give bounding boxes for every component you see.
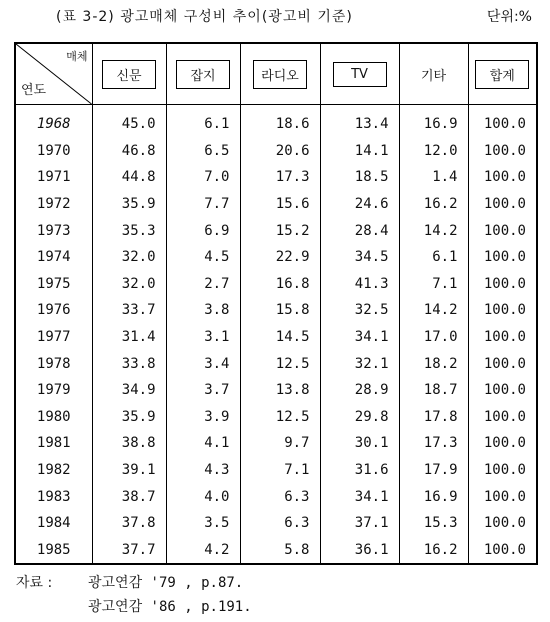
value-cell: 20.6 xyxy=(240,138,320,165)
table-row xyxy=(15,191,537,218)
value-cell: 17.9 xyxy=(399,457,468,484)
value-cell: 2.7 xyxy=(166,271,240,298)
table-row xyxy=(15,164,537,191)
value-cell: 100.0 xyxy=(468,537,537,565)
table-row xyxy=(15,457,537,484)
value-cell: 32.5 xyxy=(320,297,399,324)
value-cell: 6.9 xyxy=(166,217,240,244)
value-cell: 38.8 xyxy=(92,430,166,457)
year-cell: 1979 xyxy=(15,377,92,404)
value-cell: 3.8 xyxy=(166,297,240,324)
year-cell: 1983 xyxy=(15,483,92,510)
value-cell: 100.0 xyxy=(468,164,537,191)
title-row xyxy=(0,6,550,32)
column-header-total: 합계 xyxy=(468,43,537,105)
year-cell: 1975 xyxy=(15,271,92,298)
value-cell: 33.8 xyxy=(92,350,166,377)
value-cell: 9.7 xyxy=(240,430,320,457)
value-cell: 3.9 xyxy=(166,404,240,431)
table-row xyxy=(15,105,537,138)
corner-label-year: 연도 xyxy=(21,83,47,98)
value-cell: 100.0 xyxy=(468,510,537,537)
value-cell: 35.3 xyxy=(92,217,166,244)
value-cell: 5.8 xyxy=(240,537,320,565)
value-cell: 31.4 xyxy=(92,324,166,351)
year-cell: 1971 xyxy=(15,164,92,191)
value-cell: 100.0 xyxy=(468,217,537,244)
value-cell: 13.4 xyxy=(320,105,399,138)
value-cell: 16.2 xyxy=(399,191,468,218)
value-cell: 35.9 xyxy=(92,404,166,431)
value-cell: 39.1 xyxy=(92,457,166,484)
column-header-other: 기타 xyxy=(399,43,468,105)
value-cell: 24.6 xyxy=(320,191,399,218)
value-cell: 45.0 xyxy=(92,105,166,138)
year-cell: 1982 xyxy=(15,457,92,484)
year-cell: 1980 xyxy=(15,404,92,431)
value-cell: 7.1 xyxy=(240,457,320,484)
year-cell: 1981 xyxy=(15,430,92,457)
table-row xyxy=(15,350,537,377)
value-cell: 6.3 xyxy=(240,510,320,537)
value-cell: 100.0 xyxy=(468,350,537,377)
value-cell: 29.8 xyxy=(320,404,399,431)
value-cell: 7.7 xyxy=(166,191,240,218)
value-cell: 7.1 xyxy=(399,271,468,298)
value-cell: 22.9 xyxy=(240,244,320,271)
value-cell: 12.5 xyxy=(240,350,320,377)
value-cell: 15.3 xyxy=(399,510,468,537)
value-cell: 34.9 xyxy=(92,377,166,404)
value-cell: 4.5 xyxy=(166,244,240,271)
value-cell: 32.1 xyxy=(320,350,399,377)
value-cell: 17.3 xyxy=(240,164,320,191)
source-line-2 xyxy=(16,595,252,619)
value-cell: 3.1 xyxy=(166,324,240,351)
value-cell: 30.1 xyxy=(320,430,399,457)
value-cell: 37.1 xyxy=(320,510,399,537)
value-cell: 100.0 xyxy=(468,324,537,351)
unit-label: 단위:% xyxy=(486,9,532,25)
value-cell: 17.0 xyxy=(399,324,468,351)
value-cell: 37.7 xyxy=(92,537,166,565)
value-cell: 37.8 xyxy=(92,510,166,537)
table-row xyxy=(15,244,537,271)
value-cell: 38.7 xyxy=(92,483,166,510)
table-body xyxy=(15,105,537,565)
value-cell: 16.9 xyxy=(399,483,468,510)
year-cell: 1977 xyxy=(15,324,92,351)
value-cell: 14.5 xyxy=(240,324,320,351)
value-cell: 36.1 xyxy=(320,537,399,565)
year-cell: 1984 xyxy=(15,510,92,537)
table-title: (표 3-2) 광고매체 구성비 추이(광고비 기준) xyxy=(56,9,353,25)
value-cell: 1.4 xyxy=(399,164,468,191)
table-row xyxy=(15,217,537,244)
corner-header-cell xyxy=(15,43,92,105)
value-cell: 16.8 xyxy=(240,271,320,298)
value-cell: 100.0 xyxy=(468,138,537,165)
value-cell: 14.2 xyxy=(399,297,468,324)
header-row xyxy=(15,43,537,105)
value-cell: 44.8 xyxy=(92,164,166,191)
table-row xyxy=(15,483,537,510)
column-header-magazine: 잡지 xyxy=(166,43,240,105)
source-entry: 광고연감 '86 , p.191. xyxy=(88,599,252,615)
value-cell: 4.3 xyxy=(166,457,240,484)
value-cell: 12.0 xyxy=(399,138,468,165)
value-cell: 100.0 xyxy=(468,483,537,510)
value-cell: 4.2 xyxy=(166,537,240,565)
value-cell: 100.0 xyxy=(468,457,537,484)
value-cell: 16.9 xyxy=(399,105,468,138)
value-cell: 6.1 xyxy=(399,244,468,271)
table-row xyxy=(15,537,537,565)
value-cell: 100.0 xyxy=(468,271,537,298)
value-cell: 18.2 xyxy=(399,350,468,377)
value-cell: 32.0 xyxy=(92,271,166,298)
table-row xyxy=(15,297,537,324)
value-cell: 3.5 xyxy=(166,510,240,537)
value-cell: 4.1 xyxy=(166,430,240,457)
value-cell: 33.7 xyxy=(92,297,166,324)
value-cell: 7.0 xyxy=(166,164,240,191)
column-header-radio: 라디오 xyxy=(240,43,320,105)
column-header-tv: TV xyxy=(320,43,399,105)
value-cell: 14.2 xyxy=(399,217,468,244)
source-label: 자료 : xyxy=(16,575,53,591)
data-table xyxy=(14,42,538,565)
table-row xyxy=(15,377,537,404)
value-cell: 100.0 xyxy=(468,297,537,324)
value-cell: 6.1 xyxy=(166,105,240,138)
value-cell: 100.0 xyxy=(468,105,537,138)
value-cell: 15.2 xyxy=(240,217,320,244)
value-cell: 41.3 xyxy=(320,271,399,298)
value-cell: 100.0 xyxy=(468,377,537,404)
value-cell: 100.0 xyxy=(468,404,537,431)
value-cell: 34.1 xyxy=(320,483,399,510)
value-cell: 28.9 xyxy=(320,377,399,404)
value-cell: 18.6 xyxy=(240,105,320,138)
value-cell: 31.6 xyxy=(320,457,399,484)
value-cell: 34.5 xyxy=(320,244,399,271)
value-cell: 32.0 xyxy=(92,244,166,271)
value-cell: 6.5 xyxy=(166,138,240,165)
table-row xyxy=(15,138,537,165)
year-cell: 1972 xyxy=(15,191,92,218)
value-cell: 17.8 xyxy=(399,404,468,431)
value-cell: 13.8 xyxy=(240,377,320,404)
year-cell: 1973 xyxy=(15,217,92,244)
value-cell: 100.0 xyxy=(468,430,537,457)
table-row xyxy=(15,430,537,457)
value-cell: 12.5 xyxy=(240,404,320,431)
value-cell: 100.0 xyxy=(468,191,537,218)
column-header-newspaper: 신문 xyxy=(92,43,166,105)
source-line-1 xyxy=(16,571,252,595)
year-cell: 1978 xyxy=(15,350,92,377)
source-note xyxy=(16,571,252,619)
value-cell: 35.9 xyxy=(92,191,166,218)
year-cell: 1974 xyxy=(15,244,92,271)
value-cell: 14.1 xyxy=(320,138,399,165)
value-cell: 18.5 xyxy=(320,164,399,191)
table-row xyxy=(15,324,537,351)
table-row xyxy=(15,271,537,298)
value-cell: 3.4 xyxy=(166,350,240,377)
table-row xyxy=(15,404,537,431)
value-cell: 34.1 xyxy=(320,324,399,351)
year-cell: 1970 xyxy=(15,138,92,165)
value-cell: 15.8 xyxy=(240,297,320,324)
value-cell: 46.8 xyxy=(92,138,166,165)
value-cell: 28.4 xyxy=(320,217,399,244)
value-cell: 16.2 xyxy=(399,537,468,565)
value-cell: 6.3 xyxy=(240,483,320,510)
value-cell: 17.3 xyxy=(399,430,468,457)
value-cell: 15.6 xyxy=(240,191,320,218)
table-row xyxy=(15,510,537,537)
year-cell: 1968 xyxy=(15,105,92,138)
value-cell: 100.0 xyxy=(468,244,537,271)
value-cell: 3.7 xyxy=(166,377,240,404)
value-cell: 18.7 xyxy=(399,377,468,404)
value-cell: 4.0 xyxy=(166,483,240,510)
year-cell: 1976 xyxy=(15,297,92,324)
year-cell: 1985 xyxy=(15,537,92,565)
corner-label-medium: 매체 xyxy=(66,50,88,63)
source-entry: 광고연감 '79 , p.87. xyxy=(88,575,244,591)
